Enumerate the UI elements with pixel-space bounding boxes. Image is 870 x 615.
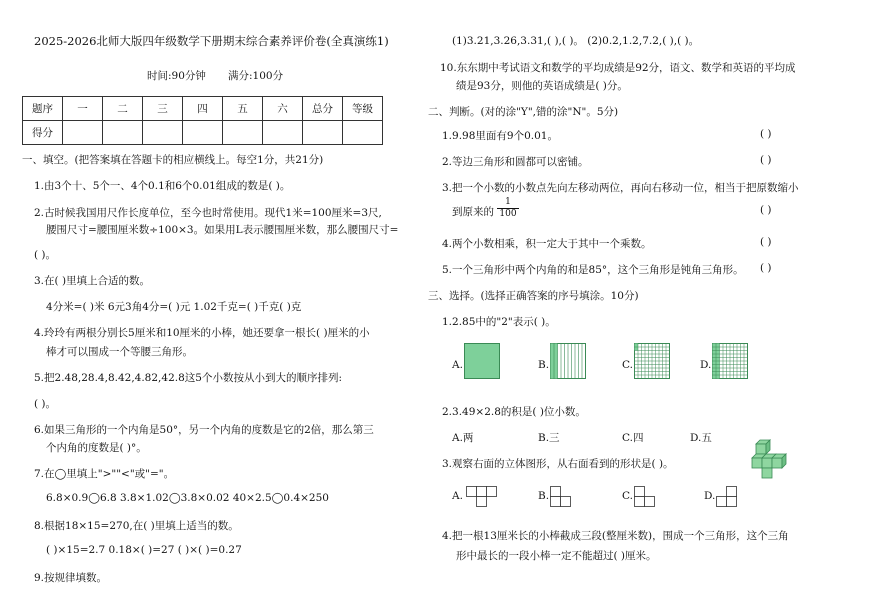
s2-q5: 5.一个三角形中两个内角的和是85°，这个三角形是钝角三角形。 bbox=[442, 264, 744, 276]
s1-q5: 5.把2.48,28.4,8.42,4.82,42.8这5个小数按从小到大的顺序排列: bbox=[34, 372, 342, 384]
view-shape-a-icon[interactable] bbox=[466, 486, 502, 510]
s2-q4-paren[interactable]: ( ) bbox=[760, 236, 772, 248]
s3-q3-opt-a-label: A. bbox=[452, 490, 463, 502]
view-shape-b-icon[interactable] bbox=[550, 486, 586, 510]
s3-q3-opt-d-label: D. bbox=[704, 490, 716, 502]
s3-q2-opt-a[interactable]: A.两 bbox=[452, 432, 474, 444]
header-cell: 等级 bbox=[343, 97, 383, 121]
s1-q6-line2: 个内角的度数是( )°。 bbox=[46, 442, 147, 454]
header-cell: 四 bbox=[183, 97, 223, 121]
s1-q3-sub: 4分米=( )米 6元3角4分=( )元 1.02千克=( )千克( )克 bbox=[46, 301, 302, 313]
s3-q3-opt-c-label: C. bbox=[622, 490, 633, 502]
header-cell: 一 bbox=[63, 97, 103, 121]
header-cell: 六 bbox=[263, 97, 303, 121]
s3-q1-opt-a-label: A. bbox=[452, 359, 463, 371]
score-table-header bbox=[23, 97, 383, 121]
header-cell: 题序 bbox=[23, 97, 63, 121]
s1-q3: 3.在( )里填上合适的数。 bbox=[34, 275, 151, 287]
s1-q6-line1: 6.如果三角形的一个内角是50°，另一个内角的度数是它的2倍，那么第三 bbox=[34, 424, 374, 436]
r-q10-line2: 绩是93分，则他的英语成绩是( )分。 bbox=[456, 80, 628, 92]
s3-q3: 3.观察右面的立体图形，从右面看到的形状是( )。 bbox=[442, 458, 674, 470]
s1-q2-line3: ( )。 bbox=[34, 249, 57, 261]
s2-q1-paren[interactable]: ( ) bbox=[760, 128, 772, 140]
page-title: 2025-2026北师大版四年级数学下册期末综合素养评价卷(全真演练1) bbox=[34, 34, 389, 48]
s1-q2-line1: 2.古时候我国用尺作长度单位，至今也时常使用。现代1米=100厘米=3尺, bbox=[34, 207, 382, 219]
s3-q2: 2.3.49×2.8的积是( )位小数。 bbox=[442, 406, 586, 418]
s3-q2-opt-c[interactable]: C.四 bbox=[622, 432, 644, 444]
tenth-grid-b-icon[interactable] bbox=[550, 343, 586, 379]
s1-q1: 1.由3个十、5个一、4个0.1和6个0.01组成的数是( )。 bbox=[34, 180, 291, 192]
s3-q3-opt-b-label: B. bbox=[538, 490, 550, 502]
score-cell[interactable] bbox=[343, 121, 383, 145]
score-cell[interactable] bbox=[183, 121, 223, 145]
cube-solid-figure-icon bbox=[748, 438, 804, 480]
s2-q1: 1.9.98里面有9个0.01。 bbox=[442, 130, 558, 142]
s2-q3-cont: 到原来的 bbox=[452, 206, 494, 218]
r-q10-line1: 10.东东期中考试语文和数学的平均成绩是92分，语文、数学和英语的平均成 bbox=[440, 62, 796, 74]
s1-q2-line2: 腰围尺寸=腰围厘米数÷100×3。如果用L表示腰围厘米数，那么腰围尺寸= bbox=[46, 224, 399, 236]
fraction-denominator: 100 bbox=[499, 209, 517, 219]
s3-q1-opt-d-label: D. bbox=[700, 359, 712, 371]
score-cell[interactable] bbox=[63, 121, 103, 145]
header-cell: 总分 bbox=[303, 97, 343, 121]
s1-q4-line1: 4.玲玲有两根分别长5厘米和10厘米的小棒，她还要拿一根长( )厘米的小 bbox=[34, 327, 370, 339]
section2-heading: 二、判断。(对的涂"Y",错的涂"N"。5分) bbox=[428, 106, 619, 118]
s3-q1-opt-b-label: B. bbox=[538, 359, 550, 371]
s1-q9: 9.按规律填数。 bbox=[34, 572, 108, 584]
row-label: 得分 bbox=[23, 121, 63, 145]
s1-q7-sub: 6.8×0.9◯6.8 3.8×1.02◯3.8×0.02 40×2.5◯0.4×250 bbox=[46, 492, 329, 504]
s3-q1-opt-c-label: C. bbox=[622, 359, 633, 371]
hundred-grid-d-icon[interactable] bbox=[712, 343, 748, 379]
s3-q2-opt-d[interactable]: D.五 bbox=[690, 432, 712, 444]
score-cell[interactable] bbox=[103, 121, 143, 145]
hundred-grid-c-icon[interactable] bbox=[634, 343, 670, 379]
s3-q2-opt-b[interactable]: B.三 bbox=[538, 432, 560, 444]
score-cell[interactable] bbox=[223, 121, 263, 145]
s3-q4-line2: 形中最长的一段小棒一定不能超过( )厘米。 bbox=[456, 550, 657, 562]
s1-q8: 8.根据18×15=270,在( )里填上适当的数。 bbox=[34, 520, 239, 532]
header-cell: 二 bbox=[103, 97, 143, 121]
s1-q5-blank: ( )。 bbox=[34, 398, 57, 410]
fraction bbox=[497, 197, 519, 220]
fraction-numerator: 1 bbox=[497, 197, 519, 209]
s2-q3: 3.把一个小数的小数点先向左移动两位，再向右移动一位，相当于把原数缩小 bbox=[442, 182, 799, 194]
view-shape-d-icon[interactable] bbox=[716, 486, 752, 510]
score-table-row bbox=[23, 121, 383, 145]
s2-q4: 4.两个小数相乘，积一定大于其中一个乘数。 bbox=[442, 238, 652, 250]
s2-q2: 2.等边三角形和圆都可以密铺。 bbox=[442, 156, 589, 168]
header-cell: 三 bbox=[143, 97, 183, 121]
section3-heading: 三、选择。(选择正确答案的序号填涂。10分) bbox=[428, 290, 639, 302]
view-shape-c-icon[interactable] bbox=[634, 486, 670, 510]
exam-score: 满分:100分 bbox=[228, 70, 284, 82]
s1-q4-line2: 棒才可以围成一个等腰三角形。 bbox=[46, 346, 193, 358]
section1-heading: 一、填空。(把答案填在答题卡的相应横线上。每空1分，共21分) bbox=[22, 154, 324, 166]
s2-q5-paren[interactable]: ( ) bbox=[760, 262, 772, 274]
exam-time: 时间:90分钟 bbox=[147, 70, 206, 82]
score-cell[interactable] bbox=[303, 121, 343, 145]
s2-q2-paren[interactable]: ( ) bbox=[760, 154, 772, 166]
s3-q4-line1: 4.把一根13厘米长的小棒截成三段(整厘米数)，围成一个三角形，这个三角 bbox=[442, 530, 789, 542]
s3-q1: 1.2.85中的"2"表示( )。 bbox=[442, 316, 556, 328]
r-q9-sub: (1)3.21,3.26,3.31,( ),( )。 (2)0.2,1.2,7.2,( ),( )。 bbox=[452, 35, 700, 47]
tenth-grid-a-icon[interactable] bbox=[464, 343, 500, 379]
s1-q8-sub: ( )×15=2.7 0.18×( )=27 ( )×( )=0.27 bbox=[46, 544, 242, 556]
header-cell: 五 bbox=[223, 97, 263, 121]
s2-q3-paren[interactable]: ( ) bbox=[760, 204, 772, 216]
score-table bbox=[22, 96, 383, 145]
s1-q7: 7.在◯里填上">""<"或"="。 bbox=[34, 468, 175, 480]
score-cell[interactable] bbox=[143, 121, 183, 145]
score-cell[interactable] bbox=[263, 121, 303, 145]
